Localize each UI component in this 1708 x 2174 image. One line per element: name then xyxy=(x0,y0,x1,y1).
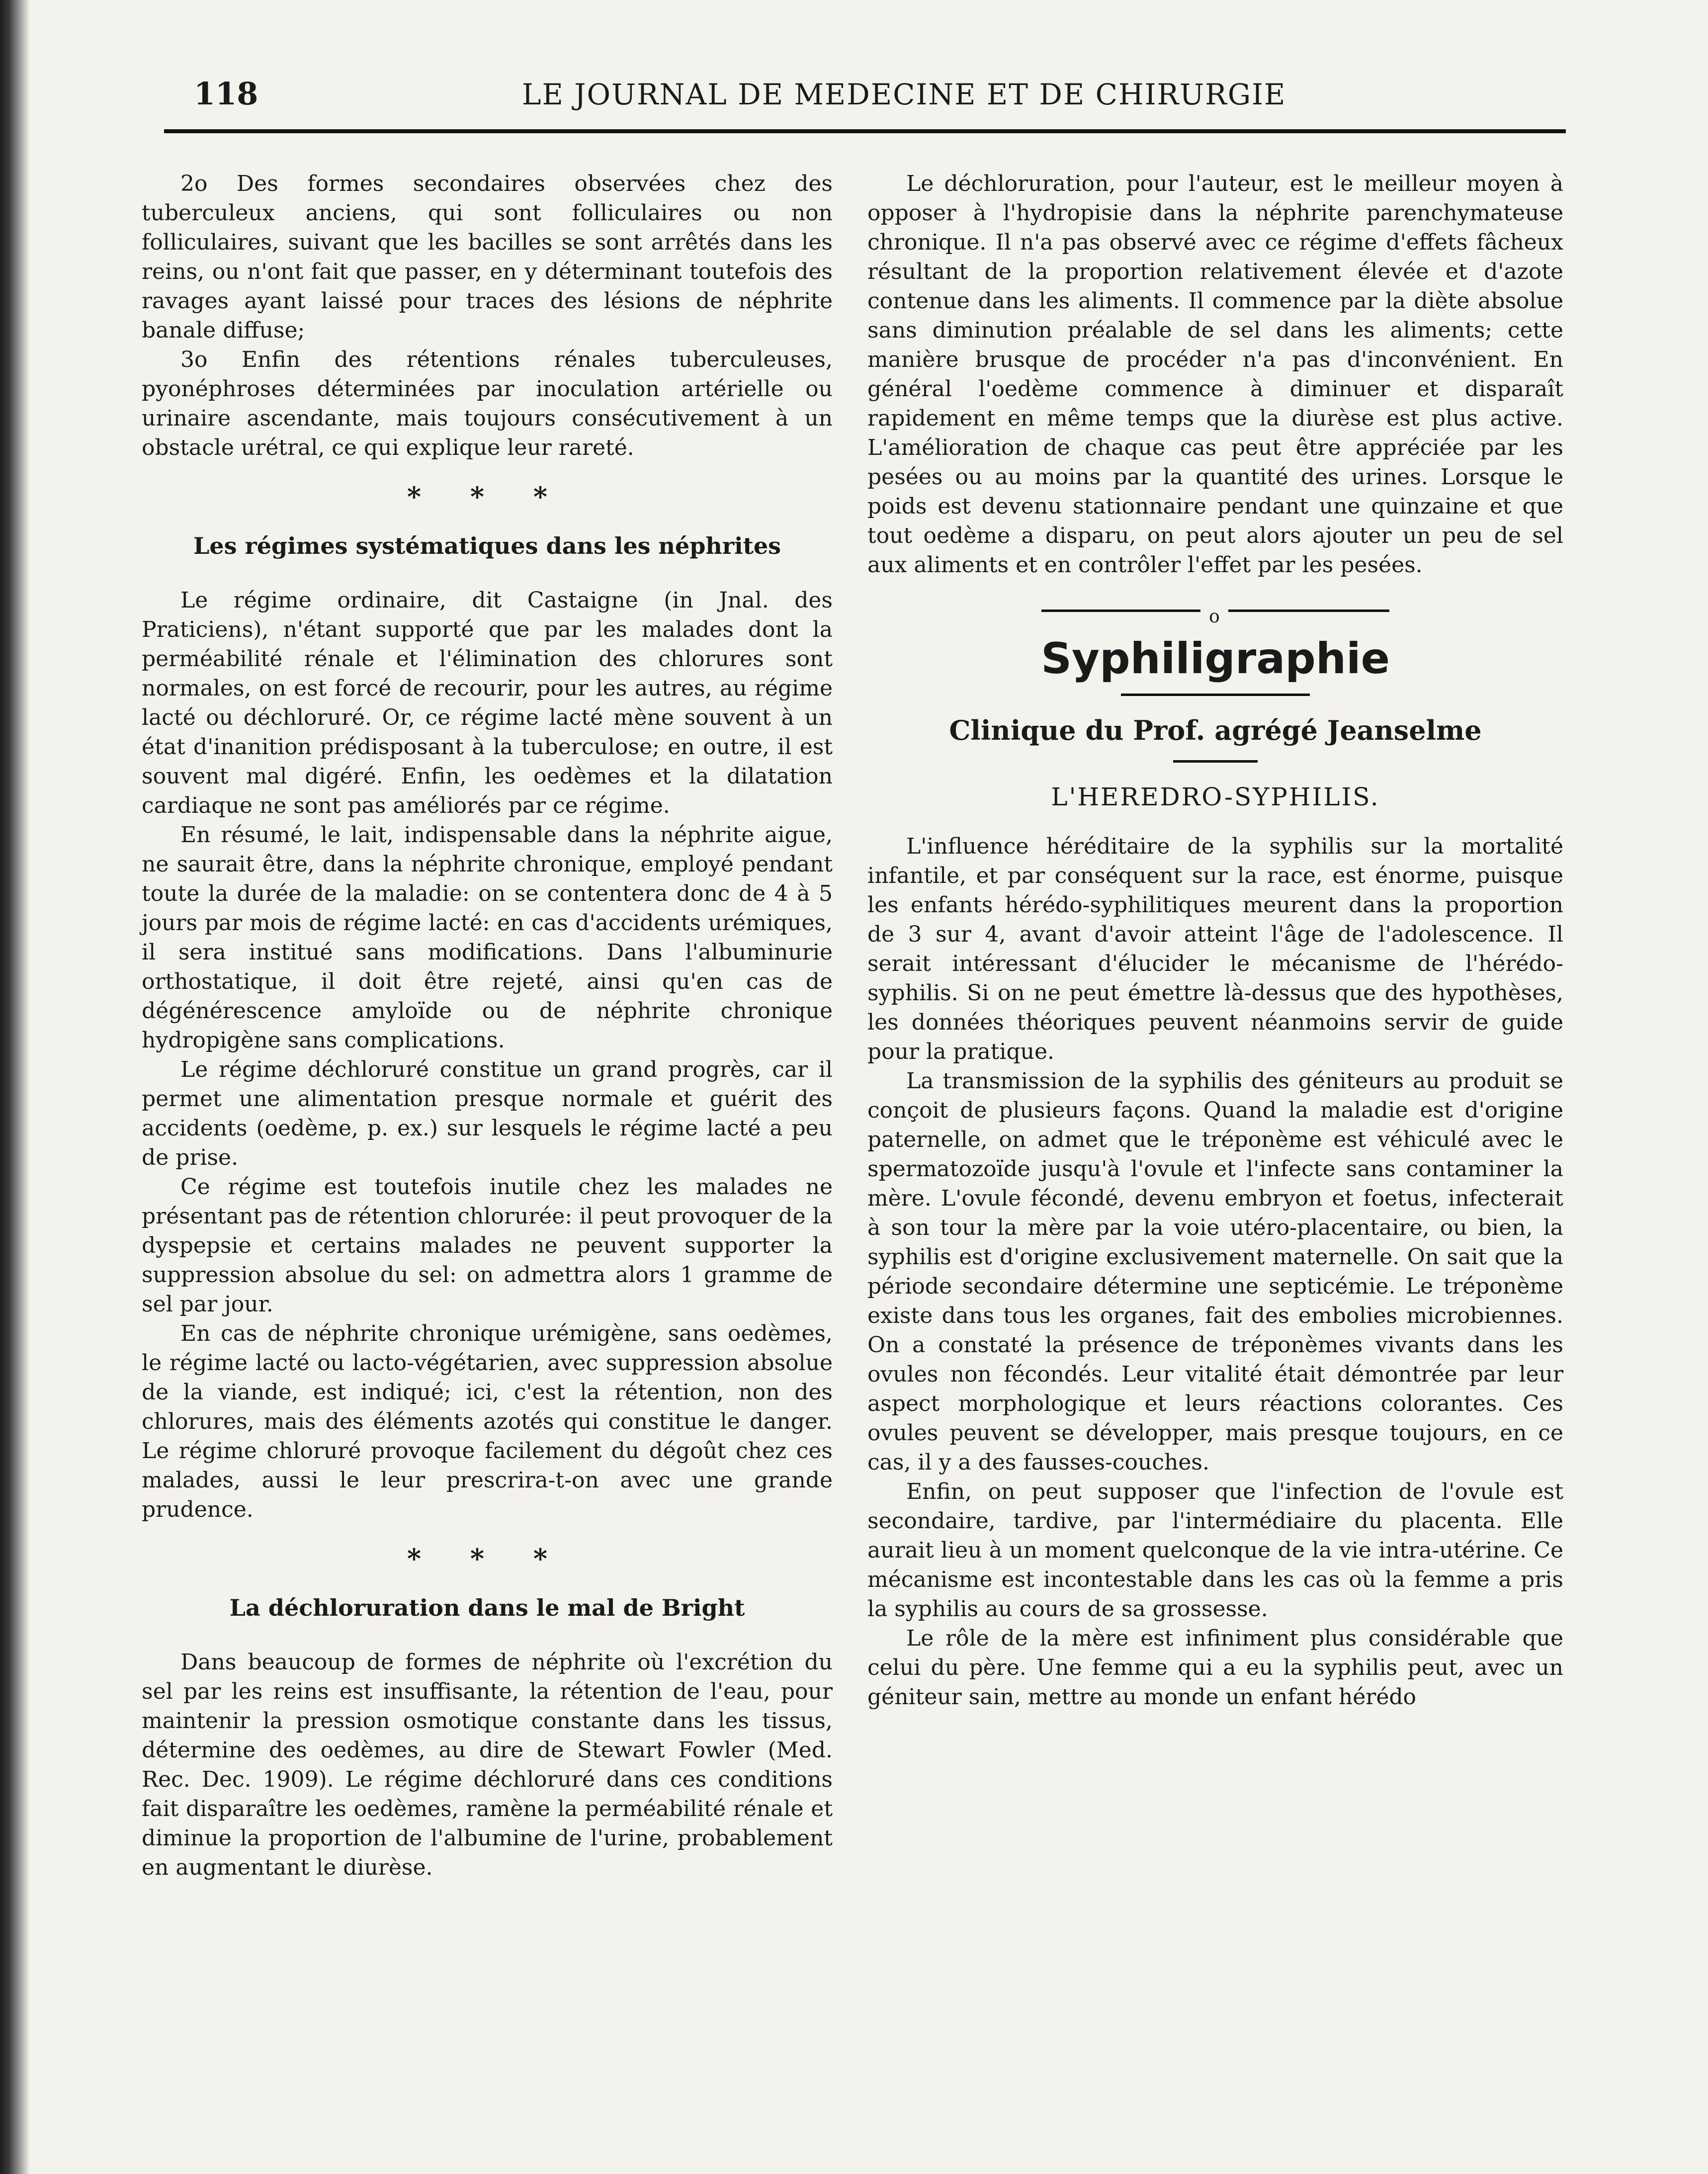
running-title: LE JOURNAL DE MEDECINE ET DE CHIRURGIE xyxy=(522,78,1286,111)
section-title: Les régimes systématiques dans les néphrites xyxy=(193,532,781,559)
article-title: L'HEREDRO-SYPHILIS. xyxy=(1051,783,1380,811)
right-column xyxy=(867,169,1563,1712)
paragraph: Le régime ordinaire, dit Castaigne (in Jnal. des Praticiens), n'étant supporté que par les malades dont la perméabilité rénale et l'élimination des chlorures sont normales, on est forcé de recourir, pour les autres, au régime lacté ou déchloruré. Or, ce régime lacté mène souvent à un état d'inanition prédisposant à la tuberculose; en outre, il est souvent mal digéré. Enfin, les oedèmes et la dilatation cardiaque ne sont pas améliorés par ce régime. xyxy=(142,588,833,818)
page-binding-shadow xyxy=(0,0,30,2174)
page-number: 118 xyxy=(194,76,258,112)
paragraph: Ce régime est toutefois inutile chez les malades ne présentant pas de rétention chlorurée: il peut provoquer de la dyspepsie et certains malades ne peuvent supporter la suppression absolue du sel: on admettra alors 1 gramme de sel par jour. xyxy=(142,1174,833,1317)
page-header xyxy=(164,70,1566,139)
section-title: La déchloruration dans le mal de Bright xyxy=(229,1594,745,1621)
paragraph: Le régime déchloruré constitue un grand progrès, car il permet une alimentation presque normale et guérit des accidents (oedème, p. ex.) sur lesquels le régime lacté a peu de prise. xyxy=(142,1057,833,1170)
paragraph: Le déchloruration, pour l'auteur, est le meilleur moyen à opposer à l'hydropisie dans la néphrite parenchymateuse chronique. Il n'a pas observé avec ce régime d'effets fâcheux résultant de la proportion relativement élevée et d'azote contenue dans les aliments. Il commence par la diète absolue sans diminution préalable de sel dans les aliments; cette manière brusque de procéder n'a pas d'inconvénient. En général l'oedème commence à diminuer et disparaît rapidement en même temps que la diurèse est plus active. L'amélioration de chaque cas peut être appréciée par les pesées ou au moins par la quantité des urines. Lorsque le poids est devenu stationnaire pendant une quinzaine et que tout oedème a disparu, on peut alors ajouter un peu de sel aux aliments et en contrôler l'effet par les pesées. xyxy=(867,171,1563,578)
rubric-title: Syphiligraphie xyxy=(1041,634,1390,684)
clinic-title: Clinique du Prof. agrégé Jeanselme xyxy=(949,714,1482,746)
divider-mark: o xyxy=(1200,602,1228,631)
section-divider xyxy=(1041,600,1389,627)
paragraph: Dans beaucoup de formes de néphrite où l'excrétion du sel par les reins est insuffisante, la rétention de l'eau, pour maintenir la pression osmotique constante dans les tissus, détermine des oedèmes, au dire de Stewart Fowler (Med. Rec. Dec. 1909). Le régime déchloruré dans ces conditions fait disparaître les oedèmes, ramène la perméabilité rénale et diminue la proportion de l'albumine de l'urine, probablement en augmentant le diurèse. xyxy=(142,1650,833,1880)
rubric-rule xyxy=(1121,694,1310,696)
paragraph: La transmission de la syphilis des géniteurs au produit se conçoit de plusieurs façons. Quand la maladie est d'origine paternelle, on admet que le tréponème est véhiculé avec le spermatozoïde jusqu'à l'ovule et l'infecte sans contaminer la mère. L'ovule fécondé, devenu embryon et foetus, infecterait à son tour la mère par la voie utéro-placentaire, ou bien, la syphilis est d'origine exclusivement maternelle. On sait que la période secondaire détermine une septicémie. Le tréponème existe dans tous les organes, fait des embolies microbiennes. On a constaté la présence de tréponèmes vivants dans les ovules non fécondés. Leur vitalité était démontrée par leur aspect morphologique et leurs réactions colorantes. Ces ovules peuvent se développer, mais presque toujours, en ce cas, il y a des fausses-couches. xyxy=(867,1068,1563,1475)
clinic-rule xyxy=(1173,760,1258,763)
paragraph: En résumé, le lait, indispensable dans la néphrite aigue, ne saurait être, dans la néphrite chronique, employé pendant toute la durée de la maladie: on se contentera donc de 4 à 5 jours par mois de régime lacté: en cas d'accidents urémiques, il sera institué sans modifications. Dans l'albuminurie orthostatique, il doit être rejeté, ainsi qu'en cas de dégénérescence amyloïde ou de néphrite chronique hydropigène sans complications. xyxy=(142,822,833,1053)
left-column xyxy=(142,169,833,1882)
paragraph: L'influence héréditaire de la syphilis sur la mortalité infantile, et par conséquent sur la race, est énorme, puisque les enfants hérédo-syphilitiques meurent dans la proportion de 3 sur 4, avant d'avoir atteint l'âge de l'adolescence. Il serait intéressant d'élucider le mécanisme de l'hérédo-syphilis. Si on ne peut émettre là-dessus que des hypothèses, les données théoriques peuvent néanmoins servir de guide pour la pratique. xyxy=(867,834,1563,1064)
section-separator-stars: * * * xyxy=(407,1543,568,1574)
header-rule xyxy=(164,129,1566,133)
paragraph: En cas de néphrite chronique urémigène, sans oedèmes, le régime lacté ou lacto-végétarien, avec suppression absolue de la viande, est indiqué; ici, c'est la rétention, non des chlorures, mais des éléments azotés qui constitue le danger. Le régime chloruré provoque facilement du dégoût chez ces malades, aussi le leur prescrira-t-on avec une grande prudence. xyxy=(142,1321,833,1522)
paragraph: 3o Enfin des rétentions rénales tuberculeuses, pyonéphroses déterminées par inoculation artérielle ou urinaire ascendante, mais toujours consécutivement à un obstacle urétral, ce qui explique leur rareté. xyxy=(142,347,833,460)
paragraph: Enfin, on peut supposer que l'infection de l'ovule est secondaire, tardive, par l'intermédiaire du placenta. Elle aurait lieu à un moment quelconque de la vie intra-utérine. Ce mécanisme est incontestable dans les cas où la femme a pris la syphilis au cours de sa grossesse. xyxy=(867,1479,1563,1622)
paragraph: Le rôle de la mère est infiniment plus considérable que celui du père. Une femme qui a eu la syphilis peut, avec un géniteur sain, mettre au monde un enfant hérédo xyxy=(867,1626,1563,1710)
section-separator-stars: * * * xyxy=(407,481,568,513)
paragraph: 2o Des formes secondaires observées chez des tuberculeux anciens, qui sont folliculaires ou non folliculaires, suivant que les bacilles se sont arrêtés dans les reins, ou n'ont fait que passer, en y déterminant toutefois des ravages ayant laissé pour traces des lésions de néphrite banale diffuse; xyxy=(142,171,833,343)
